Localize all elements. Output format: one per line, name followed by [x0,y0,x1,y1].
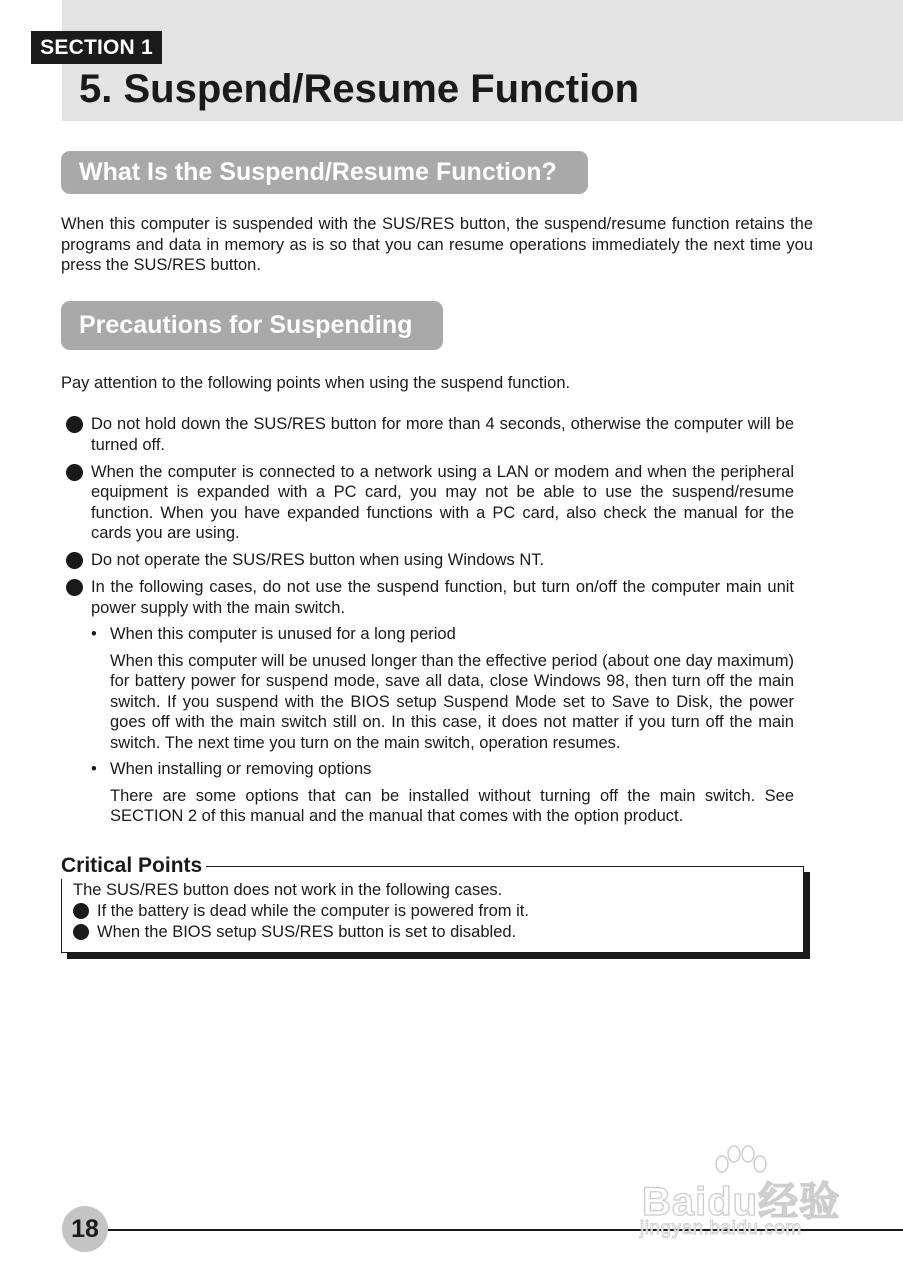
precautions-intro: Pay attention to the following points when using the suspend function. [61,374,571,392]
sub-bullet-icon: • [91,760,97,778]
bullet-dot-icon [66,552,83,569]
list-item-text: If the battery is dead while the computer is powered from it. [97,902,529,920]
page-number: 18 [62,1206,108,1252]
list-item [66,550,794,571]
heading-what-is-suspend-resume: What Is the Suspend/Resume Function? [61,151,588,194]
list-item-text: Do not hold down the SUS/RES button for more than 4 seconds, otherwise the computer will be turned off. [91,415,794,454]
list-item-text: When the BIOS setup SUS/RES button is set to disabled. [97,923,517,941]
precautions-list [66,414,794,833]
list-item-text: In the following cases, do not use the suspend function, but turn on/off the computer main unit power supply with the main switch. [91,578,794,617]
sub-list [91,624,794,827]
bullet-dot-icon [73,924,89,940]
sub-bullet-icon: • [91,625,97,643]
list-item [66,462,794,544]
watermark-url: jingyan.baidu.com [640,1218,802,1239]
critical-points-list [73,901,529,943]
watermark-brand: Baidu经验 [642,1180,841,1224]
list-item [73,901,529,922]
list-item [66,577,794,827]
what-is-body: When this computer is suspended with the SUS/RES button, the suspend/resume function retains the programs and data in memory as is so that you can resume operations immediately the next time you press the SUS/RES button. [61,215,813,274]
bullet-dot-icon [66,579,83,596]
list-item [73,922,529,943]
page-title: 5. Suspend/Resume Function [79,67,640,111]
sub-item-body: There are some options that can be installed without turning off the main switch. See SECTION 2 of this manual and the manual that comes with the option product. [110,786,794,825]
critical-points-intro: The SUS/RES button does not work in the following cases. [73,881,503,899]
list-item-text: When the computer is connected to a network using a LAN or modem and when the peripheral equipment is expanded with a PC card, you may not be able to use the suspend/resume function. When you have expanded functions with a PC card, also check the manual for the cards you are using. [91,462,794,542]
list-item [66,414,794,455]
bullet-dot-icon [66,464,83,481]
critical-points-title: Critical Points [61,853,206,879]
list-item-text: Do not operate the SUS/RES button when using Windows NT. [91,551,545,569]
sub-item-title: When this computer is unused for a long period [110,625,456,643]
heading-precautions: Precautions for Suspending [61,301,443,350]
sub-list-item [91,624,794,753]
bullet-dot-icon [73,903,89,919]
baidu-watermark [640,1142,850,1242]
sub-item-body: When this computer will be unused longer than the effective period (about one day maximum) for battery power for suspend mode, save all data, close Windows 98, then turn off the main switch. If you suspend with the BIOS setup Suspend Mode set to Save to Disk, the power goes off with the main switch still on. In this case, it does not matter if you turn off the main switch. The next time you turn on the main switch, operation resumes. [110,651,794,752]
sub-list-item [91,759,794,827]
bullet-dot-icon [66,416,83,433]
sub-item-title: When installing or removing options [110,760,372,778]
section-label: SECTION 1 [31,31,162,64]
